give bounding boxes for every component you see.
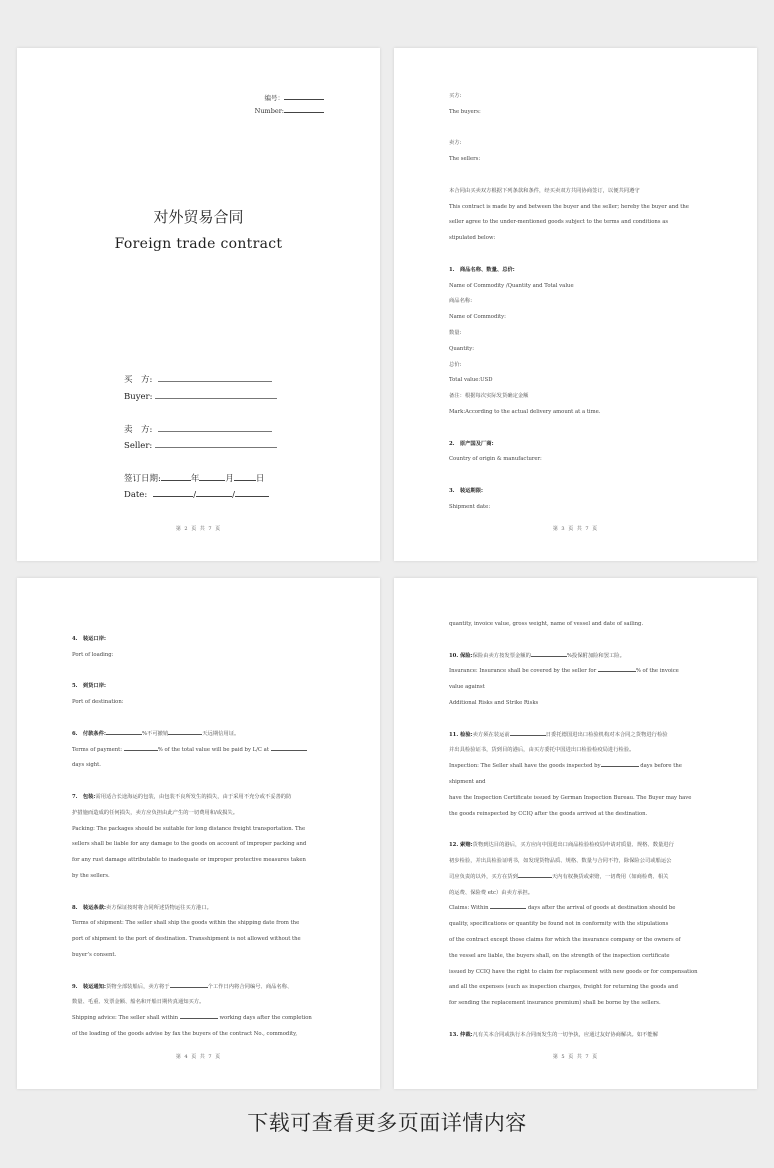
text-segment: 并出具检验证书，货到目的港后，由买方委托中国进出口检验检疫局进行检验。 — [449, 747, 635, 754]
text-segment: days after the arrival of goods at destination should be — [526, 905, 676, 912]
text-line — [449, 791, 702, 807]
text-line — [72, 806, 325, 822]
paragraph-gap — [449, 421, 702, 437]
text-segment: quality, specifications or quantity be found not in conformity with the stipulations — [449, 921, 669, 928]
text-line — [449, 279, 702, 295]
text-segment: The sellers: — [449, 156, 481, 163]
text-segment: 本合同由买卖双方根据下列条款和条件，经买卖双方共同协商签订，以便共同遵守 — [449, 187, 640, 194]
clause-heading: 12. 索赔: — [449, 842, 473, 849]
text-segment: buyer’s consent. — [72, 951, 117, 958]
text-segment: 卖方须在装运前 — [472, 731, 510, 738]
buyer-cn-label: 买 方: — [124, 375, 153, 385]
text-line — [449, 664, 702, 680]
text-line — [72, 743, 325, 759]
fill-in-blank — [168, 729, 202, 735]
seller-cn-label: 卖 方: — [124, 425, 153, 435]
day-label: 日 — [255, 474, 265, 484]
clause-heading — [72, 679, 325, 695]
clause-heading: 11. 检验: — [449, 731, 473, 738]
text-line — [72, 901, 325, 917]
clause-heading — [449, 437, 702, 453]
fill-in-blank — [531, 651, 567, 657]
text-line — [449, 136, 702, 152]
buyer-en-field — [124, 390, 277, 402]
text-line — [72, 837, 325, 853]
text-segment: port of shipment to the port of destination. Transshipment is not allowed without the — [72, 936, 301, 943]
text-segment: Quantity: — [449, 345, 475, 352]
fill-in-blank — [601, 761, 639, 767]
text-segment: 总价: — [449, 361, 462, 368]
text-line — [449, 215, 702, 231]
text-segment: working days after the completion — [217, 1015, 312, 1022]
text-segment: 个工作日内将合同编号、商品名称、 — [207, 983, 293, 990]
text-line — [72, 995, 325, 1011]
text-line — [449, 326, 702, 342]
text-line — [449, 838, 702, 854]
text-segment: This contract is made by and between the buyer and the seller; hereby the buyer and the — [449, 203, 689, 210]
text-segment: 卖方: — [449, 140, 462, 147]
clause-heading: 9. 装运通知: — [72, 983, 106, 990]
text-line — [449, 759, 702, 775]
seller-en-field — [124, 439, 277, 451]
buyer-en-label: Buyer: — [124, 392, 153, 402]
text-line — [449, 886, 702, 902]
text-segment: 数量: — [449, 329, 462, 336]
clause-heading: 8. 装运条款: — [72, 904, 106, 911]
text-segment: sellers shall be liable for any damage to the goods on account of improper packing and — [72, 841, 307, 848]
text-segment: value against — [449, 684, 485, 691]
text-segment: for any rust damage attributable to inadequate or improper protective measures taken — [72, 857, 306, 864]
text-segment: Country of origin & manufacturer: — [449, 456, 542, 463]
month-blank — [199, 472, 225, 481]
text-line — [449, 917, 702, 933]
text-line — [449, 617, 702, 633]
text-segment: 凡有关本合同或执行本合同而发生的一切争执，应通过友好协商解决。如不能解 — [472, 1031, 659, 1038]
text-line — [449, 310, 702, 326]
text-line — [72, 916, 325, 932]
date-blank-2 — [196, 488, 232, 497]
month-label: 月 — [225, 474, 234, 484]
text-segment: 备注：根据每次实际发货确定金额 — [449, 393, 529, 400]
paragraph-gap — [72, 664, 325, 680]
seller-cn-field — [124, 423, 272, 435]
text-segment: 货物全部装船后，卖方将于 — [105, 983, 170, 990]
paragraph-gap — [72, 885, 325, 901]
text-segment: Additional Risks and Strike Risks — [449, 699, 539, 706]
page-body — [449, 617, 702, 1044]
text-line — [449, 452, 702, 468]
title-english: Foreign trade contract — [114, 236, 283, 252]
text-line — [72, 853, 325, 869]
buyer-cn-line — [158, 373, 272, 382]
text-line — [449, 680, 702, 696]
page-footer: 第 4 页 共 7 页 — [175, 1054, 222, 1060]
fill-in-blank — [518, 872, 552, 878]
paragraph-gap — [449, 1012, 702, 1028]
fill-in-blank — [598, 666, 636, 672]
text-line — [449, 933, 702, 949]
text-segment: %投保附加险和罢工险。 — [566, 652, 625, 659]
text-segment: Total value:USD — [449, 377, 493, 384]
text-line — [449, 294, 702, 310]
text-line — [449, 373, 702, 389]
contract-code-block — [255, 92, 324, 118]
text-segment: 4. 装运口岸: — [72, 636, 106, 642]
text-line — [449, 105, 702, 121]
paragraph-gap — [72, 774, 325, 790]
text-line — [449, 405, 702, 421]
text-segment: seller agree to the under-mentioned goods subject to the terms and conditions as — [449, 219, 669, 226]
paragraph-gap — [449, 121, 702, 137]
text-line — [72, 1011, 325, 1027]
buyer-en-line — [155, 390, 277, 399]
date-blank-3 — [235, 488, 269, 497]
text-segment: 司应负责的以外，买方在货到 — [449, 873, 518, 880]
text-segment: Insurance: Insurance shall be covered by the seller for — [449, 668, 598, 675]
text-line — [449, 696, 702, 712]
text-segment: 天内有权换货或索赔，一切费用（如商检费、相关 — [551, 873, 669, 880]
text-line — [72, 727, 325, 743]
text-segment: 初步检验，并出具检验证明书，如发现货物品质、规格、数量与合同不符，除保险公司或船运公 — [449, 857, 672, 864]
fill-in-blank — [271, 745, 307, 751]
text-segment: 2. 原产国及厂商: — [449, 440, 494, 447]
text-segment: days before the — [638, 763, 682, 770]
seller-cn-line — [158, 423, 272, 432]
text-segment: Terms of payment: — [72, 746, 124, 753]
paragraph-gap — [72, 711, 325, 727]
text-line — [449, 728, 702, 744]
number-label: Number: — [254, 107, 284, 115]
text-segment: 买方: — [449, 93, 462, 99]
text-line — [449, 649, 702, 665]
text-line — [449, 996, 702, 1012]
number-fill-line — [284, 106, 324, 113]
text-line — [449, 152, 702, 168]
text-segment: 的运费、保险费 etc）由卖方承担。 — [449, 889, 534, 896]
text-line — [449, 980, 702, 996]
text-segment: %不可撤销 — [141, 730, 169, 737]
text-segment: % of the invoice — [635, 668, 679, 675]
clause-heading — [449, 263, 702, 279]
text-line — [72, 948, 325, 964]
code-label: 编号： — [264, 94, 284, 102]
text-line — [72, 758, 325, 774]
page-footer: 第 2 页 共 7 页 — [175, 526, 222, 532]
text-line — [449, 184, 702, 200]
text-segment: by the sellers. — [72, 872, 110, 879]
text-line — [449, 949, 702, 965]
paragraph-gap — [72, 964, 325, 980]
text-segment: 商品名称: — [449, 298, 472, 305]
fill-in-blank — [124, 745, 158, 751]
seller-en-line — [155, 439, 277, 448]
buyer-cn-field — [124, 373, 272, 385]
text-segment: issued by CCIQ have the right to claim for replacement with new goods or for compensation — [449, 968, 698, 975]
text-segment: the goods reinspected by CCIQ after the goods arrived at the destination. — [449, 810, 648, 817]
text-segment: Mark:According to the actual delivery amount at a time. — [449, 408, 601, 415]
text-segment: The buyers: — [449, 108, 481, 115]
text-segment: the vessel are liable, the buyers shall, on the strength of the inspection certificate — [449, 952, 670, 959]
paragraph-gap — [449, 822, 702, 838]
text-line — [72, 869, 325, 885]
page-footer: 第 5 页 共 7 页 — [552, 1054, 599, 1060]
text-segment: 日委托德国进出口检验机构对本合同之货物进行检验 — [545, 731, 668, 738]
text-segment: 货物到达目的港后，买方应向中国进出口商品检验检疫局申请对质量、规格、数量进行 — [472, 842, 674, 849]
text-segment: Name of Commodity /Quantity and Total value — [449, 282, 574, 289]
text-line — [449, 854, 702, 870]
text-line — [449, 89, 702, 105]
text-segment: of the contract except those claims for which the insurance company or the owners of — [449, 936, 681, 943]
text-segment: Name of Commodity: — [449, 314, 506, 321]
fill-in-blank — [490, 903, 526, 909]
page-body — [449, 89, 702, 516]
clause-heading: 10. 保险: — [449, 652, 473, 659]
text-line — [449, 901, 702, 917]
year-label: 年 — [190, 474, 200, 484]
download-banner: 下载可查看更多页面详情内容 — [247, 1111, 527, 1135]
text-line — [72, 932, 325, 948]
sign-date-cn — [124, 472, 264, 484]
text-line — [72, 790, 325, 806]
sign-date-en — [124, 488, 269, 500]
text-line — [449, 342, 702, 358]
text-line — [72, 648, 325, 664]
text-line — [449, 1028, 702, 1044]
sign-date-label: 签订日期: — [124, 474, 161, 484]
text-segment: Shipment date: — [449, 503, 491, 510]
text-segment: and all the expenses (such as inspection charges, freight for returning the goods and — [449, 984, 678, 991]
text-segment: of the loading of the goods advise by fax the buyers of the contract No., commodity, — [72, 1030, 298, 1037]
text-segment: Shipping advice: The seller shall within — [72, 1015, 180, 1022]
text-segment: Packing: The packages should be suitable for long distance freight transportation. The — [72, 825, 306, 832]
text-line — [72, 1027, 325, 1043]
year-blank — [161, 472, 191, 481]
date-blank-1 — [153, 488, 193, 497]
page-insurance-claims — [394, 578, 757, 1089]
seller-en-label: Seller: — [124, 441, 153, 451]
day-blank — [234, 472, 256, 481]
text-line — [449, 965, 702, 981]
text-segment: stipulated below: — [449, 235, 496, 242]
text-line — [72, 695, 325, 711]
clause-heading: 7. 包装: — [72, 793, 96, 800]
text-line — [449, 500, 702, 516]
text-segment: 保险由卖方按发票金额的 — [472, 652, 531, 659]
clause-heading: 13. 仲裁: — [449, 1031, 473, 1038]
text-line — [449, 231, 702, 247]
date-label: Date: — [124, 490, 148, 500]
text-segment: Inspection: The Seller shall have the goods inspected by — [449, 763, 601, 770]
paragraph-gap — [449, 247, 702, 263]
text-line — [449, 870, 702, 886]
paragraph-gap — [449, 712, 702, 728]
fill-in-blank — [106, 729, 142, 735]
text-line — [72, 980, 325, 996]
clause-heading — [449, 484, 702, 500]
paragraph-gap — [449, 168, 702, 184]
text-segment: quantity, invoice value, gross weight, name of vessel and date of sailing. — [449, 621, 644, 627]
paragraph-gap — [449, 633, 702, 649]
fill-in-blank — [170, 982, 208, 988]
page-parties-commodity — [394, 48, 757, 561]
text-line — [72, 822, 325, 838]
text-segment: days sight. — [72, 762, 101, 769]
text-segment: 卖方保证按时将合同所述货物运往买方港口。 — [105, 904, 212, 911]
text-segment: 护措施而造成的任何损失，卖方应负担由此产生的一切费用和/或损失。 — [72, 809, 238, 816]
fill-in-blank — [180, 1013, 218, 1019]
paragraph-gap — [449, 468, 702, 484]
text-segment: Claims: Within — [449, 905, 491, 912]
date-slash-1: / — [193, 490, 197, 500]
date-slash-2: / — [232, 490, 235, 500]
page-ports-payment — [17, 578, 380, 1089]
text-segment: 需用适合长途海运的包装，由包装不良所发生的损失，由于采用不充分或不妥善的防 — [95, 793, 292, 800]
text-line — [449, 807, 702, 823]
text-line — [449, 200, 702, 216]
text-line — [449, 743, 702, 759]
text-segment: shipment and — [449, 778, 486, 785]
text-line — [449, 775, 702, 791]
text-segment: Port of destination: — [72, 699, 124, 706]
text-segment: for sending the replacement insurance premium) shall be borne by the sellers. — [449, 1000, 661, 1007]
text-line — [449, 389, 702, 405]
page-footer: 第 3 页 共 7 页 — [552, 526, 599, 532]
page-body — [72, 632, 325, 1043]
text-segment: 1. 商品名称、数量、总价: — [449, 266, 515, 273]
text-line — [449, 358, 702, 374]
text-segment: 5. 到货口岸: — [72, 683, 106, 690]
text-segment: % of the total value will be paid by L/C at — [157, 746, 271, 753]
text-segment: 3. 装运期限: — [449, 487, 483, 494]
clause-heading — [72, 632, 325, 648]
text-segment: have the Inspection Certificate issued by German Inspection Bureau. The Buyer may have — [449, 794, 692, 801]
code-fill-line — [284, 93, 324, 100]
text-segment: 数量、毛重、发票金额、船名和开船日期传真通知买方。 — [72, 999, 205, 1006]
text-segment: Port of loading: — [72, 651, 114, 658]
clause-heading: 6. 付款条件: — [72, 730, 106, 737]
page-cover — [17, 48, 380, 561]
text-segment: Terms of shipment: The seller shall ship the goods within the shipping date from the — [72, 920, 300, 927]
title-chinese: 对外贸易合同 — [153, 208, 244, 226]
text-segment: 天远期信用证。 — [202, 730, 240, 737]
fill-in-blank — [510, 730, 546, 736]
